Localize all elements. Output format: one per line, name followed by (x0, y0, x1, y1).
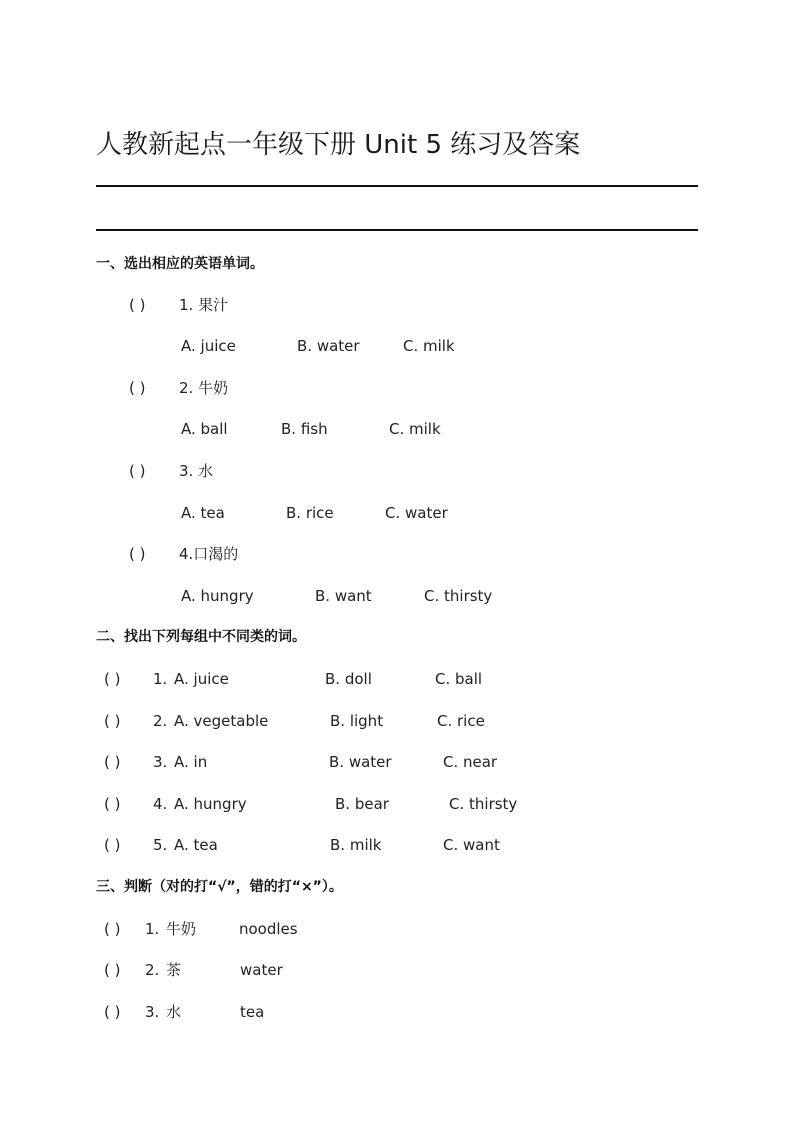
option-c: C. rice (437, 712, 485, 730)
option-b: B. milk (330, 836, 382, 854)
option-b: B. water (297, 337, 360, 355)
english-word: water (240, 961, 283, 979)
row-number: 4. (153, 795, 168, 813)
answer-blank[interactable]: ( ) (104, 1003, 121, 1021)
answer-blank[interactable]: ( ) (129, 379, 146, 397)
answer-blank[interactable]: ( ) (104, 795, 121, 813)
option-c: C. milk (389, 420, 441, 438)
row-number: 2. (153, 712, 168, 730)
option-a: A. tea (174, 836, 218, 854)
option-b: B. rice (286, 504, 334, 522)
option-b: B. bear (335, 795, 389, 813)
option-c: C. near (443, 753, 498, 771)
option-c: C. thirsty (449, 795, 518, 813)
title-rule-bottom (96, 229, 698, 231)
row-number: 3. (145, 1003, 160, 1021)
chinese-word: 牛奶 (166, 920, 197, 938)
question-prompt: 4.口渴的 (179, 545, 239, 563)
option-a: A. juice (174, 670, 229, 688)
option-c: C. water (385, 504, 448, 522)
option-c: C. ball (435, 670, 483, 688)
answer-blank[interactable]: ( ) (129, 462, 146, 480)
row-number: 1. (153, 670, 168, 688)
chinese-word: 茶 (166, 961, 182, 979)
row-number: 3. (153, 753, 168, 771)
option-c: C. want (443, 836, 500, 854)
answer-blank[interactable]: ( ) (129, 296, 146, 314)
option-a: A. in (174, 753, 208, 771)
row-number: 5. (153, 836, 168, 854)
english-word: tea (240, 1003, 265, 1021)
section-3-heading: 三、判断（对的打“√”，错的打“×”）。 (96, 879, 343, 895)
question-prompt: 3. 水 (179, 462, 214, 480)
answer-blank[interactable]: ( ) (104, 712, 121, 730)
english-word: noodles (239, 920, 298, 938)
option-a: A. hungry (174, 795, 247, 813)
option-b: B. fish (281, 420, 328, 438)
chinese-word: 水 (166, 1003, 182, 1021)
answer-blank[interactable]: ( ) (104, 753, 121, 771)
option-b: B. water (329, 753, 392, 771)
question-prompt: 2. 牛奶 (179, 379, 229, 397)
option-c: C. thirsty (424, 587, 493, 605)
question-prompt: 1. 果汁 (179, 296, 229, 314)
option-a: A. tea (181, 504, 225, 522)
option-b: B. want (315, 587, 372, 605)
option-a: A. juice (181, 337, 236, 355)
option-c: C. milk (403, 337, 455, 355)
option-a: A. hungry (181, 587, 254, 605)
section-1-heading: 一、选出相应的英语单词。 (96, 256, 264, 272)
option-a: A. vegetable (174, 712, 269, 730)
answer-blank[interactable]: ( ) (129, 545, 146, 563)
answer-blank[interactable]: ( ) (104, 670, 121, 688)
option-a: A. ball (181, 420, 228, 438)
section-2-heading: 二、找出下列每组中不同类的词。 (96, 629, 306, 645)
option-b: B. doll (325, 670, 372, 688)
row-number: 2. (145, 961, 160, 979)
title-rule-top (96, 185, 698, 187)
option-b: B. light (330, 712, 384, 730)
row-number: 1. (145, 920, 160, 938)
answer-blank[interactable]: ( ) (104, 920, 121, 938)
page-title: 人教新起点一年级下册 Unit 5 练习及答案 (96, 130, 581, 160)
answer-blank[interactable]: ( ) (104, 961, 121, 979)
answer-blank[interactable]: ( ) (104, 836, 121, 854)
